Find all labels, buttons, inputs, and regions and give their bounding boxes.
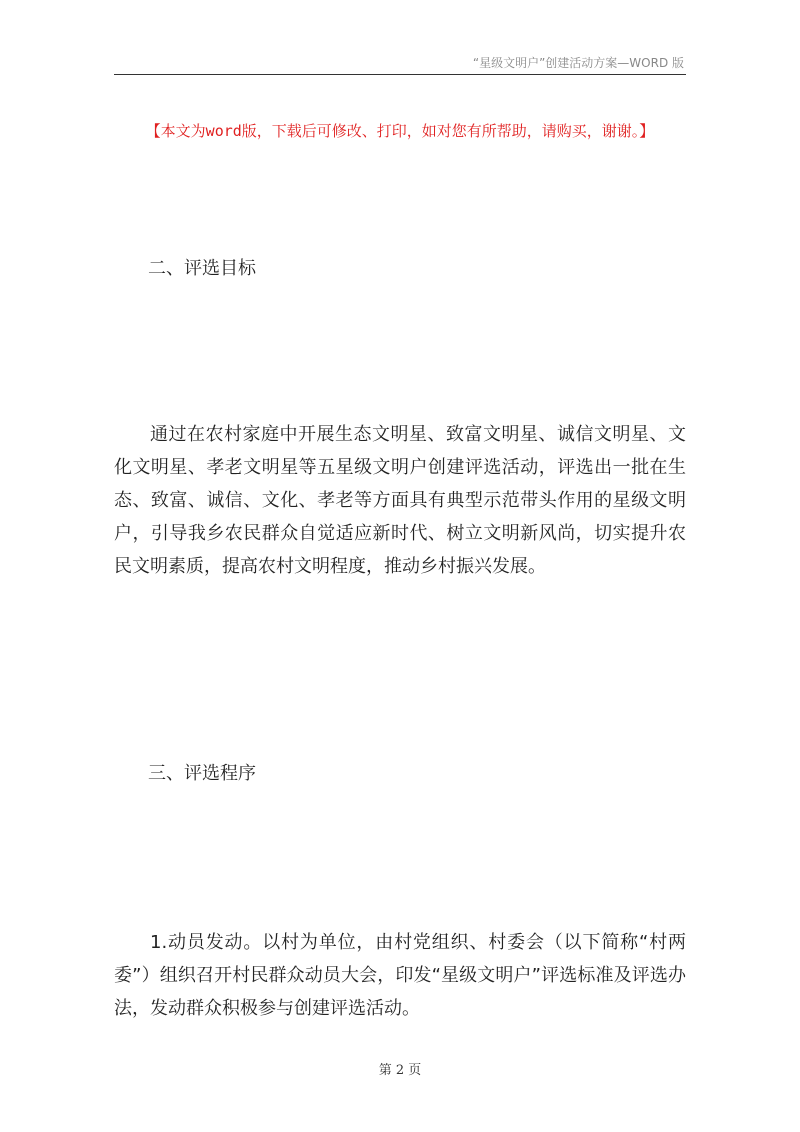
purchase-notice: 【本文为word版，下载后可修改、打印，如对您有所帮助，请购买，谢谢。】	[145, 122, 655, 140]
goal-paragraph: 通过在农村家庭中开展生态文明星、致富文明星、诚信文明星、文化文明星、孝老文明星等五星级文明户创建评选活动，评选出一批在生态、致富、诚信、文化、孝老等方面具有典型示范带头作用的星级文明户，引导我乡农民群众自觉适应新时代、树立文明新风尚，切实提升农民文明素质，提高农村文明程度，推动乡村振兴发展。	[114, 424, 686, 577]
step1-paragraph: 1.动员发动。以村为单位，由村党组织、村委会（以下简称“村两委”）组织召开村民群众动员大会，印发“星级文明户”评选标准及评选办法，发动群众积极参与创建评选活动。	[114, 932, 686, 1019]
page-number: 第 2 页	[378, 1063, 422, 1078]
section-heading-procedure: 三、评选程序	[148, 763, 256, 784]
header-title: “星级文明户”创建活动方案—WORD 版	[472, 56, 684, 70]
page-header	[114, 54, 686, 75]
section-heading-goal: 二、评选目标	[148, 258, 256, 279]
